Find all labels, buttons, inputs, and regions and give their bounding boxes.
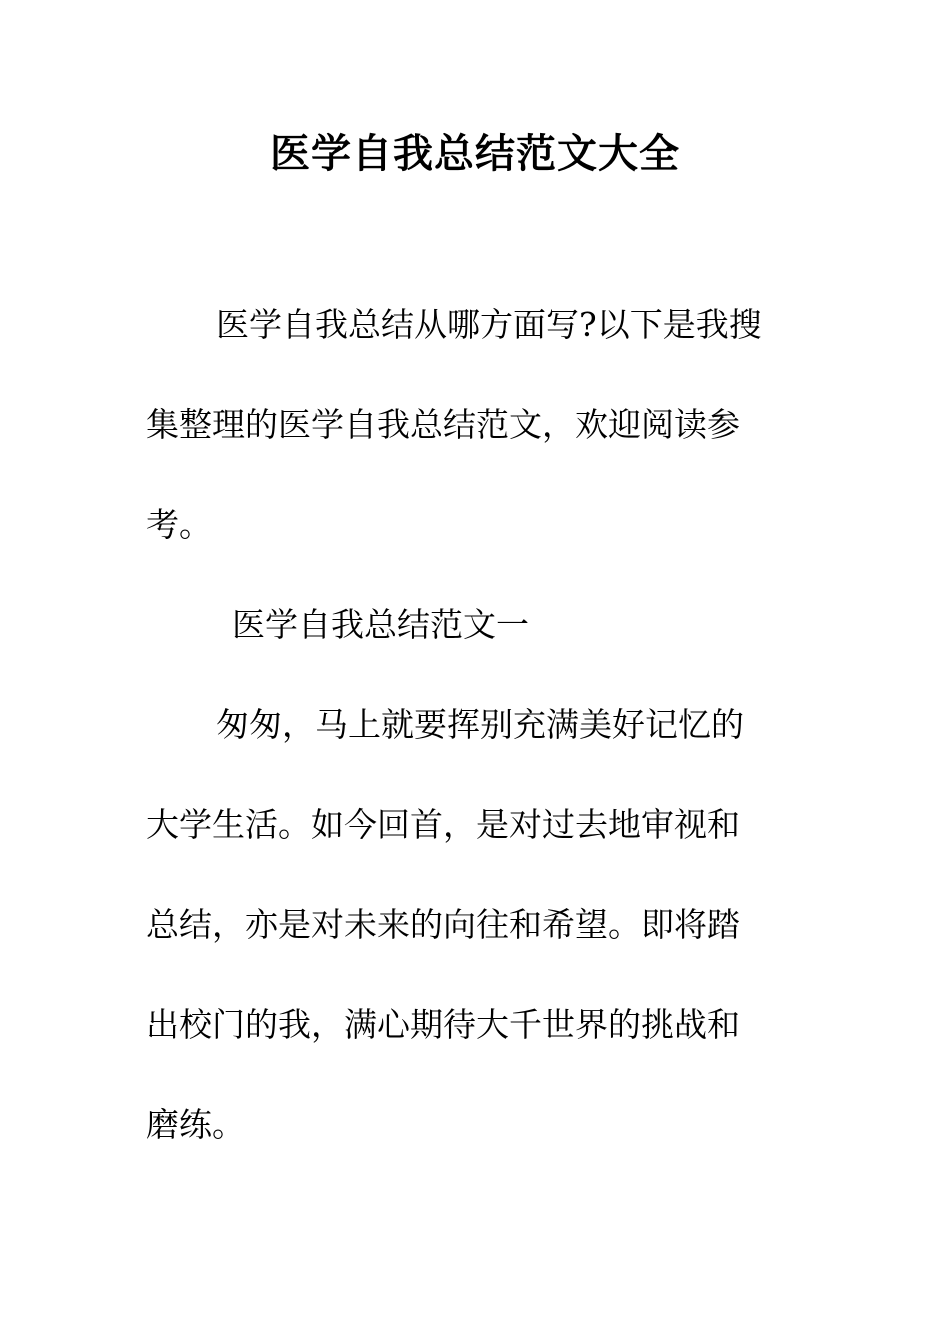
body-line-4: 出校门的我，满心期待大千世界的挑战和: [146, 1005, 740, 1044]
document-title: 医学自我总结范文大全: [270, 130, 680, 177]
body-line-2: 大学生活。如今回首，是对过去地审视和: [146, 805, 740, 844]
intro-line-3: 考。: [146, 505, 212, 544]
section-heading: 医学自我总结范文一: [232, 605, 529, 644]
intro-line-2: 集整理的医学自我总结范文，欢迎阅读参: [146, 405, 740, 444]
body-line-3: 总结，亦是对未来的向往和希望。即将踏: [146, 905, 740, 944]
body-line-5: 磨练。: [146, 1105, 245, 1144]
body-line-1: 匆匆，马上就要挥别充满美好记忆的: [216, 705, 744, 744]
intro-line-1: 医学自我总结从哪方面写?以下是我搜: [216, 305, 762, 344]
